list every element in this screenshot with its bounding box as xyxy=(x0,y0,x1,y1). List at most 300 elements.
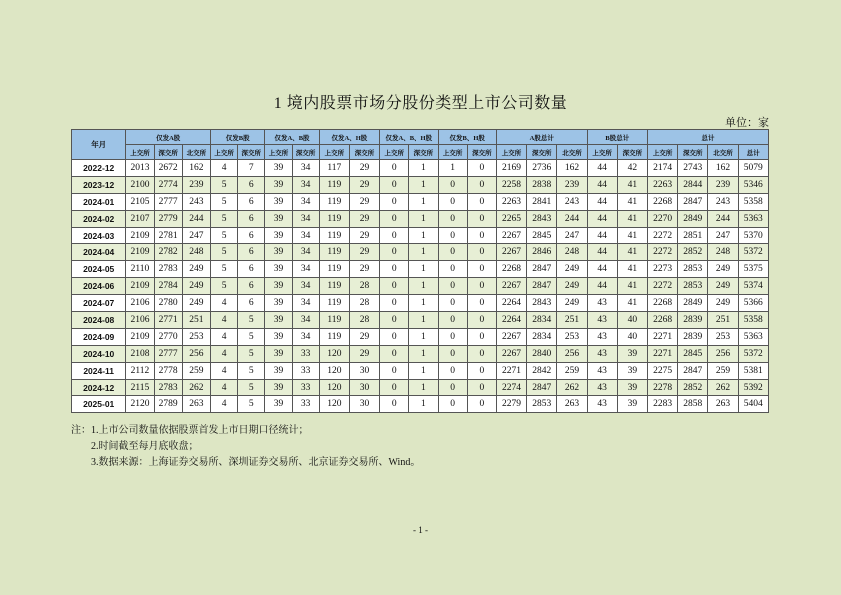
value-cell: 2278 xyxy=(647,379,677,396)
value-cell: 39 xyxy=(265,312,292,329)
value-cell: 2112 xyxy=(126,362,154,379)
header-group: 总计 xyxy=(647,130,768,145)
value-cell: 249 xyxy=(708,261,738,278)
value-cell: 119 xyxy=(319,261,349,278)
value-cell: 2843 xyxy=(527,210,557,227)
value-cell: 2770 xyxy=(154,328,182,345)
month-cell: 2024-12 xyxy=(72,379,126,396)
value-cell: 1 xyxy=(409,295,438,312)
value-cell: 5404 xyxy=(738,396,768,413)
value-cell: 44 xyxy=(587,176,617,193)
value-cell: 1 xyxy=(409,160,438,177)
value-cell: 4 xyxy=(210,396,237,413)
value-cell: 244 xyxy=(557,210,587,227)
value-cell: 4 xyxy=(210,328,237,345)
page-title: 1 境内股票市场分股份类型上市公司数量 xyxy=(273,95,568,112)
value-cell: 253 xyxy=(182,328,210,345)
value-cell: 0 xyxy=(380,160,409,177)
value-cell: 2777 xyxy=(154,193,182,210)
value-cell: 247 xyxy=(557,227,587,244)
month-cell: 2024-01 xyxy=(72,193,126,210)
header-exchange: 上交所 xyxy=(210,145,237,160)
value-cell: 0 xyxy=(380,328,409,345)
value-cell: 44 xyxy=(587,244,617,261)
value-cell: 2842 xyxy=(527,362,557,379)
value-cell: 2267 xyxy=(496,328,526,345)
value-cell: 120 xyxy=(319,345,349,362)
value-cell: 2264 xyxy=(496,312,526,329)
value-cell: 0 xyxy=(438,261,467,278)
header-group: 仅发B股 xyxy=(210,130,264,145)
value-cell: 2272 xyxy=(647,244,677,261)
value-cell: 2274 xyxy=(496,379,526,396)
value-cell: 2271 xyxy=(647,328,677,345)
header-row-groups xyxy=(72,130,769,145)
value-cell: 2846 xyxy=(527,244,557,261)
value-cell: 5370 xyxy=(738,227,768,244)
header-row-exchanges xyxy=(72,145,769,160)
value-cell: 2778 xyxy=(154,362,182,379)
value-cell: 2784 xyxy=(154,278,182,295)
value-cell: 1 xyxy=(409,396,438,413)
value-cell: 2782 xyxy=(154,244,182,261)
value-cell: 244 xyxy=(182,210,210,227)
value-cell: 256 xyxy=(708,345,738,362)
value-cell: 253 xyxy=(708,328,738,345)
value-cell: 0 xyxy=(380,227,409,244)
month-cell: 2024-10 xyxy=(72,345,126,362)
value-cell: 0 xyxy=(438,328,467,345)
header-exchange: 上交所 xyxy=(438,145,467,160)
value-cell: 1 xyxy=(409,227,438,244)
header-exchange: 上交所 xyxy=(319,145,349,160)
value-cell: 1 xyxy=(409,210,438,227)
value-cell: 30 xyxy=(349,362,379,379)
header-group: B股总计 xyxy=(587,130,647,145)
value-cell: 249 xyxy=(182,261,210,278)
value-cell: 2267 xyxy=(496,278,526,295)
value-cell: 4 xyxy=(210,362,237,379)
value-cell: 117 xyxy=(319,160,349,177)
value-cell: 249 xyxy=(708,295,738,312)
value-cell: 5392 xyxy=(738,379,768,396)
value-cell: 2777 xyxy=(154,345,182,362)
value-cell: 41 xyxy=(617,244,647,261)
value-cell: 2106 xyxy=(126,295,154,312)
header-group: 仅发A、B、H股 xyxy=(380,130,438,145)
value-cell: 2265 xyxy=(496,210,526,227)
value-cell: 34 xyxy=(292,160,319,177)
value-cell: 33 xyxy=(292,362,319,379)
value-cell: 4 xyxy=(210,379,237,396)
value-cell: 2013 xyxy=(126,160,154,177)
note-2: 2.时间截至每月底收盘； xyxy=(91,441,199,452)
value-cell: 0 xyxy=(467,278,496,295)
value-cell: 39 xyxy=(265,278,292,295)
value-cell: 34 xyxy=(292,193,319,210)
value-cell: 2273 xyxy=(647,261,677,278)
value-cell: 34 xyxy=(292,261,319,278)
value-cell: 41 xyxy=(617,261,647,278)
value-cell: 2109 xyxy=(126,244,154,261)
value-cell: 2271 xyxy=(647,345,677,362)
value-cell: 0 xyxy=(380,345,409,362)
value-cell: 2736 xyxy=(527,160,557,177)
value-cell: 119 xyxy=(319,278,349,295)
value-cell: 0 xyxy=(438,193,467,210)
value-cell: 119 xyxy=(319,295,349,312)
value-cell: 2267 xyxy=(496,244,526,261)
value-cell: 0 xyxy=(467,244,496,261)
value-cell: 39 xyxy=(265,210,292,227)
value-cell: 41 xyxy=(617,193,647,210)
value-cell: 28 xyxy=(349,278,379,295)
table-row xyxy=(72,345,769,362)
value-cell: 2271 xyxy=(496,362,526,379)
value-cell: 0 xyxy=(467,328,496,345)
value-cell: 2275 xyxy=(647,362,677,379)
value-cell: 2783 xyxy=(154,261,182,278)
value-cell: 2268 xyxy=(647,312,677,329)
value-cell: 5372 xyxy=(738,345,768,362)
value-cell: 5 xyxy=(210,261,237,278)
value-cell: 256 xyxy=(182,345,210,362)
value-cell: 2100 xyxy=(126,176,154,193)
value-cell: 39 xyxy=(265,193,292,210)
value-cell: 0 xyxy=(467,312,496,329)
value-cell: 29 xyxy=(349,244,379,261)
table-row xyxy=(72,396,769,413)
value-cell: 2268 xyxy=(647,295,677,312)
value-cell: 41 xyxy=(617,210,647,227)
value-cell: 2789 xyxy=(154,396,182,413)
value-cell: 0 xyxy=(467,176,496,193)
header-exchange: 上交所 xyxy=(380,145,409,160)
value-cell: 2841 xyxy=(527,193,557,210)
value-cell: 162 xyxy=(182,160,210,177)
value-cell: 239 xyxy=(708,176,738,193)
value-cell: 39 xyxy=(617,379,647,396)
value-cell: 29 xyxy=(349,176,379,193)
value-cell: 39 xyxy=(265,261,292,278)
value-cell: 0 xyxy=(380,396,409,413)
value-cell: 39 xyxy=(265,396,292,413)
value-cell: 2853 xyxy=(678,261,708,278)
value-cell: 2853 xyxy=(527,396,557,413)
value-cell: 39 xyxy=(617,396,647,413)
month-cell: 2022-12 xyxy=(72,160,126,177)
header-group: 仅发A、B股 xyxy=(265,130,319,145)
header-exchange: 深交所 xyxy=(292,145,319,160)
value-cell: 5 xyxy=(210,278,237,295)
value-cell: 2263 xyxy=(647,176,677,193)
value-cell: 2283 xyxy=(647,396,677,413)
value-cell: 251 xyxy=(708,312,738,329)
header-exchange: 深交所 xyxy=(154,145,182,160)
value-cell: 5 xyxy=(238,362,265,379)
month-cell: 2023-12 xyxy=(72,176,126,193)
value-cell: 119 xyxy=(319,210,349,227)
value-cell: 0 xyxy=(438,210,467,227)
month-cell: 2024-06 xyxy=(72,278,126,295)
value-cell: 34 xyxy=(292,244,319,261)
value-cell: 6 xyxy=(238,278,265,295)
value-cell: 249 xyxy=(182,295,210,312)
value-cell: 119 xyxy=(319,227,349,244)
header-month: 年月 xyxy=(72,130,126,160)
value-cell: 2849 xyxy=(678,210,708,227)
value-cell: 0 xyxy=(438,278,467,295)
value-cell: 0 xyxy=(467,160,496,177)
value-cell: 43 xyxy=(587,396,617,413)
value-cell: 2174 xyxy=(647,160,677,177)
value-cell: 29 xyxy=(349,345,379,362)
value-cell: 0 xyxy=(380,261,409,278)
value-cell: 43 xyxy=(587,328,617,345)
value-cell: 256 xyxy=(557,345,587,362)
value-cell: 34 xyxy=(292,295,319,312)
value-cell: 5 xyxy=(210,210,237,227)
header-exchange: 上交所 xyxy=(496,145,526,160)
value-cell: 5363 xyxy=(738,328,768,345)
value-cell: 39 xyxy=(265,176,292,193)
value-cell: 29 xyxy=(349,328,379,345)
value-cell: 2852 xyxy=(678,244,708,261)
value-cell: 28 xyxy=(349,312,379,329)
month-cell: 2024-02 xyxy=(72,210,126,227)
value-cell: 43 xyxy=(587,295,617,312)
value-cell: 2834 xyxy=(527,312,557,329)
value-cell: 248 xyxy=(708,244,738,261)
header-exchange: 北交所 xyxy=(182,145,210,160)
header-exchange: 上交所 xyxy=(587,145,617,160)
value-cell: 243 xyxy=(557,193,587,210)
value-cell: 262 xyxy=(708,379,738,396)
value-cell: 41 xyxy=(617,278,647,295)
value-cell: 253 xyxy=(557,328,587,345)
value-cell: 30 xyxy=(349,379,379,396)
value-cell: 2105 xyxy=(126,193,154,210)
value-cell: 29 xyxy=(349,193,379,210)
value-cell: 0 xyxy=(438,379,467,396)
value-cell: 2834 xyxy=(527,328,557,345)
value-cell: 5372 xyxy=(738,244,768,261)
value-cell: 1 xyxy=(409,312,438,329)
value-cell: 33 xyxy=(292,379,319,396)
value-cell: 251 xyxy=(182,312,210,329)
value-cell: 1 xyxy=(409,244,438,261)
value-cell: 2672 xyxy=(154,160,182,177)
value-cell: 0 xyxy=(380,362,409,379)
value-cell: 2264 xyxy=(496,295,526,312)
value-cell: 2839 xyxy=(678,328,708,345)
notes xyxy=(71,423,420,471)
value-cell: 33 xyxy=(292,345,319,362)
value-cell: 249 xyxy=(708,278,738,295)
value-cell: 2267 xyxy=(496,227,526,244)
value-cell: 29 xyxy=(349,160,379,177)
value-cell: 2774 xyxy=(154,176,182,193)
value-cell: 2272 xyxy=(647,227,677,244)
value-cell: 0 xyxy=(467,379,496,396)
value-cell: 119 xyxy=(319,193,349,210)
value-cell: 2268 xyxy=(647,193,677,210)
value-cell: 34 xyxy=(292,210,319,227)
value-cell: 2272 xyxy=(647,278,677,295)
value-cell: 0 xyxy=(438,312,467,329)
value-cell: 2838 xyxy=(527,176,557,193)
month-cell: 2024-04 xyxy=(72,244,126,261)
value-cell: 0 xyxy=(467,345,496,362)
value-cell: 39 xyxy=(265,379,292,396)
value-cell: 2845 xyxy=(527,227,557,244)
month-cell: 2024-05 xyxy=(72,261,126,278)
value-cell: 120 xyxy=(319,379,349,396)
value-cell: 263 xyxy=(557,396,587,413)
value-cell: 0 xyxy=(467,227,496,244)
value-cell: 1 xyxy=(409,176,438,193)
value-cell: 5381 xyxy=(738,362,768,379)
value-cell: 2258 xyxy=(496,176,526,193)
value-cell: 6 xyxy=(238,193,265,210)
value-cell: 2847 xyxy=(527,261,557,278)
value-cell: 2843 xyxy=(527,295,557,312)
header-exchange: 深交所 xyxy=(409,145,438,160)
value-cell: 39 xyxy=(265,244,292,261)
value-cell: 44 xyxy=(587,193,617,210)
value-cell: 0 xyxy=(380,278,409,295)
value-cell: 119 xyxy=(319,176,349,193)
value-cell: 6 xyxy=(238,227,265,244)
month-cell: 2024-08 xyxy=(72,312,126,329)
value-cell: 43 xyxy=(587,345,617,362)
value-cell: 248 xyxy=(182,244,210,261)
value-cell: 119 xyxy=(319,312,349,329)
table-row xyxy=(72,227,769,244)
value-cell: 0 xyxy=(380,244,409,261)
value-cell: 263 xyxy=(708,396,738,413)
value-cell: 120 xyxy=(319,396,349,413)
value-cell: 43 xyxy=(587,379,617,396)
value-cell: 2270 xyxy=(647,210,677,227)
header-exchange: 深交所 xyxy=(238,145,265,160)
value-cell: 119 xyxy=(319,328,349,345)
value-cell: 2847 xyxy=(678,362,708,379)
value-cell: 0 xyxy=(438,362,467,379)
value-cell: 2781 xyxy=(154,227,182,244)
header-exchange: 总计 xyxy=(738,145,768,160)
value-cell: 249 xyxy=(557,295,587,312)
month-cell: 2025-01 xyxy=(72,396,126,413)
value-cell: 39 xyxy=(265,160,292,177)
value-cell: 263 xyxy=(182,396,210,413)
value-cell: 2780 xyxy=(154,295,182,312)
value-cell: 2279 xyxy=(496,396,526,413)
value-cell: 2847 xyxy=(678,193,708,210)
table-row xyxy=(72,176,769,193)
value-cell: 5079 xyxy=(738,160,768,177)
note-3: 3.数据来源：上海证券交易所、深圳证券交易所、北京证券交易所、Wind。 xyxy=(91,457,421,468)
value-cell: 0 xyxy=(380,295,409,312)
value-cell: 5374 xyxy=(738,278,768,295)
value-cell: 1 xyxy=(409,278,438,295)
value-cell: 2849 xyxy=(678,295,708,312)
value-cell: 2858 xyxy=(678,396,708,413)
value-cell: 5375 xyxy=(738,261,768,278)
value-cell: 34 xyxy=(292,227,319,244)
value-cell: 2771 xyxy=(154,312,182,329)
value-cell: 262 xyxy=(182,379,210,396)
value-cell: 29 xyxy=(349,227,379,244)
value-cell: 33 xyxy=(292,396,319,413)
month-cell: 2024-07 xyxy=(72,295,126,312)
value-cell: 2115 xyxy=(126,379,154,396)
value-cell: 39 xyxy=(265,227,292,244)
value-cell: 5366 xyxy=(738,295,768,312)
header-exchange: 北交所 xyxy=(708,145,738,160)
header-exchange: 上交所 xyxy=(126,145,154,160)
value-cell: 4 xyxy=(210,345,237,362)
value-cell: 2268 xyxy=(496,261,526,278)
value-cell: 1 xyxy=(409,362,438,379)
table-row xyxy=(72,379,769,396)
header-exchange: 深交所 xyxy=(527,145,557,160)
header-exchange: 北交所 xyxy=(557,145,587,160)
table-row xyxy=(72,278,769,295)
value-cell: 2267 xyxy=(496,345,526,362)
header-exchange: 上交所 xyxy=(647,145,677,160)
value-cell: 2840 xyxy=(527,345,557,362)
value-cell: 162 xyxy=(708,160,738,177)
header-exchange: 深交所 xyxy=(349,145,379,160)
value-cell: 5 xyxy=(210,227,237,244)
value-cell: 34 xyxy=(292,328,319,345)
value-cell: 1 xyxy=(409,328,438,345)
value-cell: 5 xyxy=(238,312,265,329)
value-cell: 2844 xyxy=(678,176,708,193)
value-cell: 39 xyxy=(265,328,292,345)
value-cell: 30 xyxy=(349,396,379,413)
value-cell: 2839 xyxy=(678,312,708,329)
value-cell: 0 xyxy=(438,295,467,312)
value-cell: 39 xyxy=(265,362,292,379)
value-cell: 243 xyxy=(182,193,210,210)
value-cell: 34 xyxy=(292,312,319,329)
value-cell: 2853 xyxy=(678,278,708,295)
value-cell: 7 xyxy=(238,160,265,177)
value-cell: 2783 xyxy=(154,379,182,396)
value-cell: 247 xyxy=(182,227,210,244)
value-cell: 1 xyxy=(409,379,438,396)
month-cell: 2024-09 xyxy=(72,328,126,345)
value-cell: 162 xyxy=(557,160,587,177)
value-cell: 2743 xyxy=(678,160,708,177)
value-cell: 5 xyxy=(210,193,237,210)
value-cell: 248 xyxy=(557,244,587,261)
value-cell: 39 xyxy=(265,295,292,312)
value-cell: 5363 xyxy=(738,210,768,227)
value-cell: 2106 xyxy=(126,312,154,329)
value-cell: 2107 xyxy=(126,210,154,227)
value-cell: 2109 xyxy=(126,278,154,295)
value-cell: 5 xyxy=(238,345,265,362)
value-cell: 2120 xyxy=(126,396,154,413)
table-row xyxy=(72,210,769,227)
table-row xyxy=(72,193,769,210)
value-cell: 4 xyxy=(210,295,237,312)
value-cell: 0 xyxy=(467,295,496,312)
value-cell: 2845 xyxy=(678,345,708,362)
